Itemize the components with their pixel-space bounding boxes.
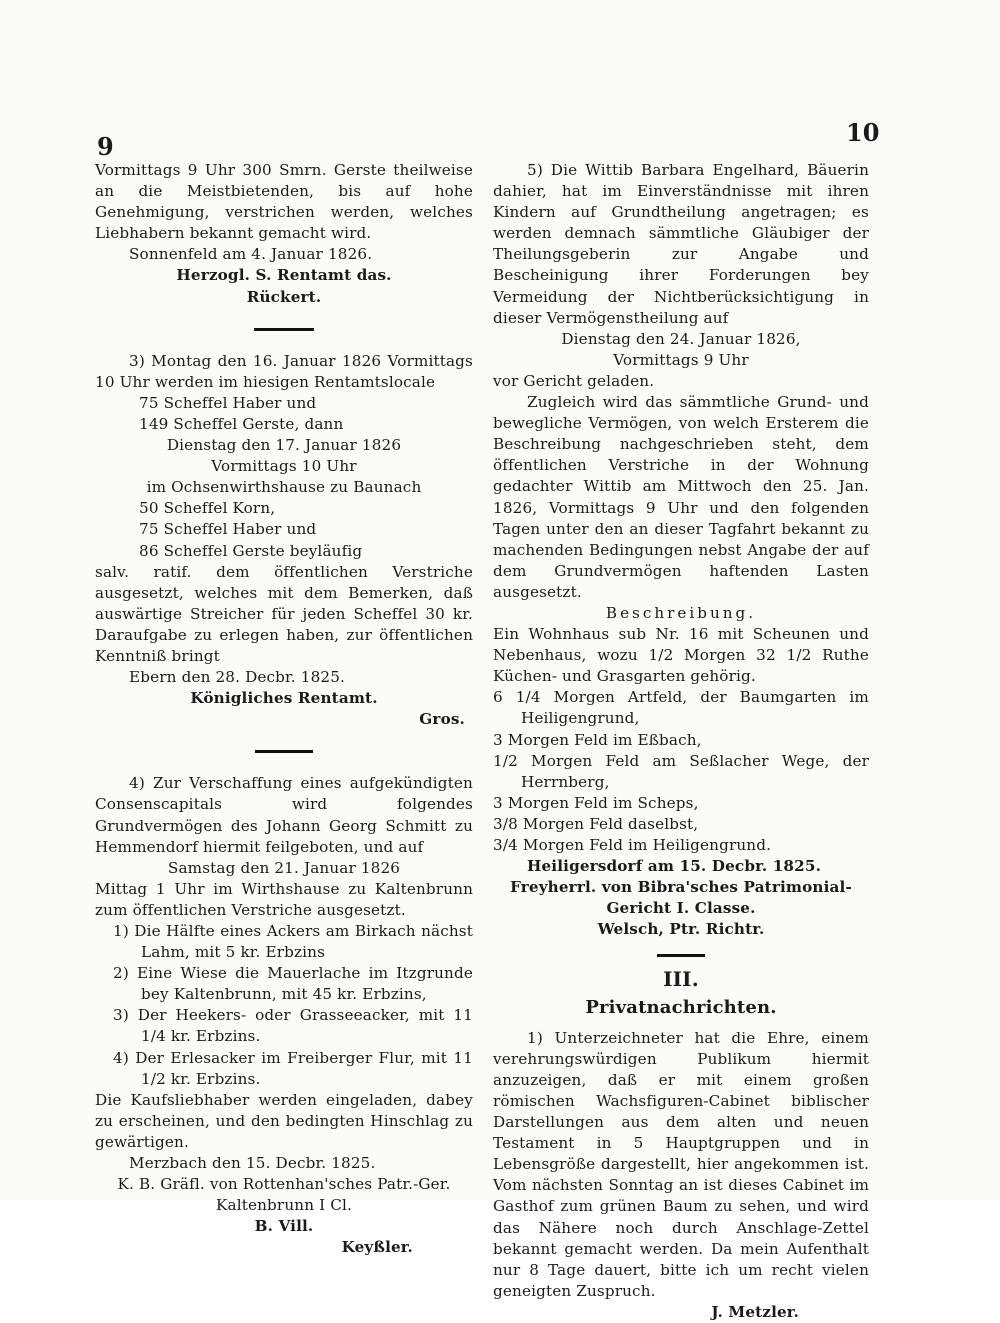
notice-text: Mittag 1 Uhr im Wirthshause zu Kaltenbrunn zum öffentlichen Verstriche ausgesetzt. (95, 879, 473, 919)
notice-text: Vormittags 9 Uhr 300 Smrn. Gerste theilweise an die Meistbietenden, bis auf hohe Genehmigung, verstrichen werden, welches Liebhabern bekannt gemacht wird. (95, 161, 473, 243)
signer: Welsch, Ptr. Richtr. (597, 920, 765, 939)
summons-text: vor Gericht geladen. (493, 371, 655, 390)
list-item: 3 Morgen Feld im Scheps, (493, 793, 699, 812)
section-number: III. (663, 967, 699, 992)
signer: Rückert. (246, 287, 322, 306)
notice-text: 5) Die Wittib Barbara Engelhard, Bäuerin dahier, hat im Einverständnisse mit ihren Kindern auf Grundtheilung angetragen; es werden demnach sämmtliche Gläubiger der Theilungsgeberin zur Angabe und Bescheinigung ihrer Forderungen bey Vermeidung der Nichtberücksichtigung in dieser Vermögenstheilung auf (493, 161, 869, 327)
authority: Freyherrl. von Bibra'sches Patrimonial-Gericht I. Classe. (510, 878, 852, 918)
list-item: 6 1/4 Morgen Artfeld, der Baumgarten im Heiligengrund, (493, 688, 869, 728)
separator-rule (254, 328, 314, 331)
notice-text: salv. ratif. dem öffentlichen Verstriche ausgesetzt, welches mit dem Bemerken, daß auswärtige Streicher für jeden Scheffel 30 kr. Daraufgabe zu erlegen haben, zur öffentlichen Kenntniß bringt (95, 562, 473, 665)
place-date: Sonnenfeld am 4. Januar 1826. (129, 245, 373, 264)
signer: J. Metzler. (711, 1302, 799, 1321)
list-item: 2) Eine Wiese die Mauerlache im Itzgrunde bey Kaltenbrunn, mit 45 kr. Erbzins, (113, 964, 473, 1004)
list-item: 50 Scheffel Korn, (139, 499, 276, 518)
list-item: 3) Der Heekers- oder Grasseeacker, mit 11 1/4 kr. Erbzins. (113, 1006, 473, 1046)
description-heading: Beschreibung. (605, 603, 757, 622)
auction-date: Samstag den 21. Januar 1826 (167, 858, 401, 877)
list-item: 1) Die Hälfte eines Ackers am Birkach nächst Lahm, mit 5 kr. Erbzins (113, 922, 473, 962)
summons-time: Vormittags 9 Uhr (613, 350, 749, 369)
notice-text: Zugleich wird das sämmtliche Grund- und bewegliche Vermögen, von welch Ersterem die Beschreibung nachgeschrieben steht, dem öffentlichen Verstriche in der Wohnung gedachter Wittib am Mittwoch den 25. Jan. 1826, Vormittags 9 Uhr und den folgenden Tagen unter den an dieser Tagfahrt bekannt zu machenden Bedingungen nebst Angabe der auf dem Grundvermögen haftenden Lasten ausgesetzt. (493, 393, 869, 601)
page-number-left: 9 (97, 132, 114, 161)
place-date: Ebern den 28. Decbr. 1825. (129, 668, 345, 687)
right-column (493, 160, 869, 1323)
list-item: 1/2 Morgen Feld am Seßlacher Wege, der Herrnberg, (493, 751, 869, 791)
list-item: 149 Scheffel Gerste, dann (139, 414, 344, 433)
place-date: Heiligersdorf am 15. Decbr. 1825. (527, 857, 822, 876)
property-description: Ein Wohnhaus sub Nr. 16 mit Scheunen und Nebenhaus, wozu 1/2 Morgen 32 1/2 Ruthe Küchen- und Grasgarten gehörig. (493, 625, 869, 686)
section-title: Privatnachrichten. (585, 996, 777, 1018)
list-item: 3/8 Morgen Feld daselbst, (493, 814, 699, 833)
auction-time: Vormittags 10 Uhr (211, 457, 357, 476)
list-item: 75 Scheffel Haber und (139, 520, 317, 539)
list-item: 3/4 Morgen Feld im Heiligengrund. (493, 836, 772, 854)
notice-intro: 3) Montag den 16. Januar 1826 Vormittags 10 Uhr werden im hiesigen Rentamtslocale (95, 351, 473, 391)
separator-rule (657, 954, 705, 957)
page-number-right: 10 (846, 118, 880, 147)
list-item: 75 Scheffel Haber und (139, 393, 317, 412)
signer: Gros. (419, 710, 465, 729)
notice-text: Die Kaufsliebhaber werden eingeladen, dabey zu erscheinen, und den bedingten Hinschlag zu gewärtigen. (95, 1090, 473, 1151)
separator-rule (255, 750, 313, 753)
left-column (95, 160, 473, 1259)
auction-location: im Ochsenwirthshause zu Baunach (146, 478, 422, 497)
notice-text: 1) Unterzeichneter hat die Ehre, einem verehrungswürdigen Publikum hiermit anzuzeigen, daß er mit einem großen römischen Wachsfiguren-Cabinet biblischer Darstellungen aus dem alten und neuen Testament in 5 Hauptgruppen und in Lebensgröße dargestellt, hier angekommen ist. Vom nächsten Sonntag an ist dieses Cabinet im Gasthof zum grünen Baum zu sehen, und wird das Nähere noch durch Anschlage-Zettel bekannt gemacht werden. Da mein Aufenthalt nur 8 Tage dauert, bitte ich um recht vielen geneigten Zuspruch. (493, 1028, 869, 1300)
signer: Keyßler. (341, 1238, 413, 1257)
authority: Königliches Rentamt. (190, 689, 378, 708)
authority: Herzogl. S. Rentamt das. (176, 266, 392, 285)
summons-date: Dienstag den 24. Januar 1826, (561, 329, 801, 348)
notice-intro: 4) Zur Verschaffung eines aufgekündigten Consenscapitals wird folgendes Grundvermögen des Johann Georg Schmitt zu Hemmendorf hiermit feilgeboten, und auf (95, 774, 473, 856)
authority: K. B. Gräfl. von Rottenhan'sches Patr.-Ger. Kaltenbrunn I Cl. (117, 1175, 451, 1215)
auction-date: Dienstag den 17. Januar 1826 (166, 436, 402, 455)
list-item: 86 Scheffel Gerste beyläufig (139, 541, 363, 560)
list-item: 4) Der Erlesacker im Freiberger Flur, mit 11 1/2 kr. Erbzins. (113, 1048, 473, 1088)
place-date: Merzbach den 15. Decbr. 1825. (129, 1154, 376, 1173)
list-item: 3 Morgen Feld im Eßbach, (493, 730, 702, 749)
signer: B. Vill. (254, 1217, 314, 1236)
